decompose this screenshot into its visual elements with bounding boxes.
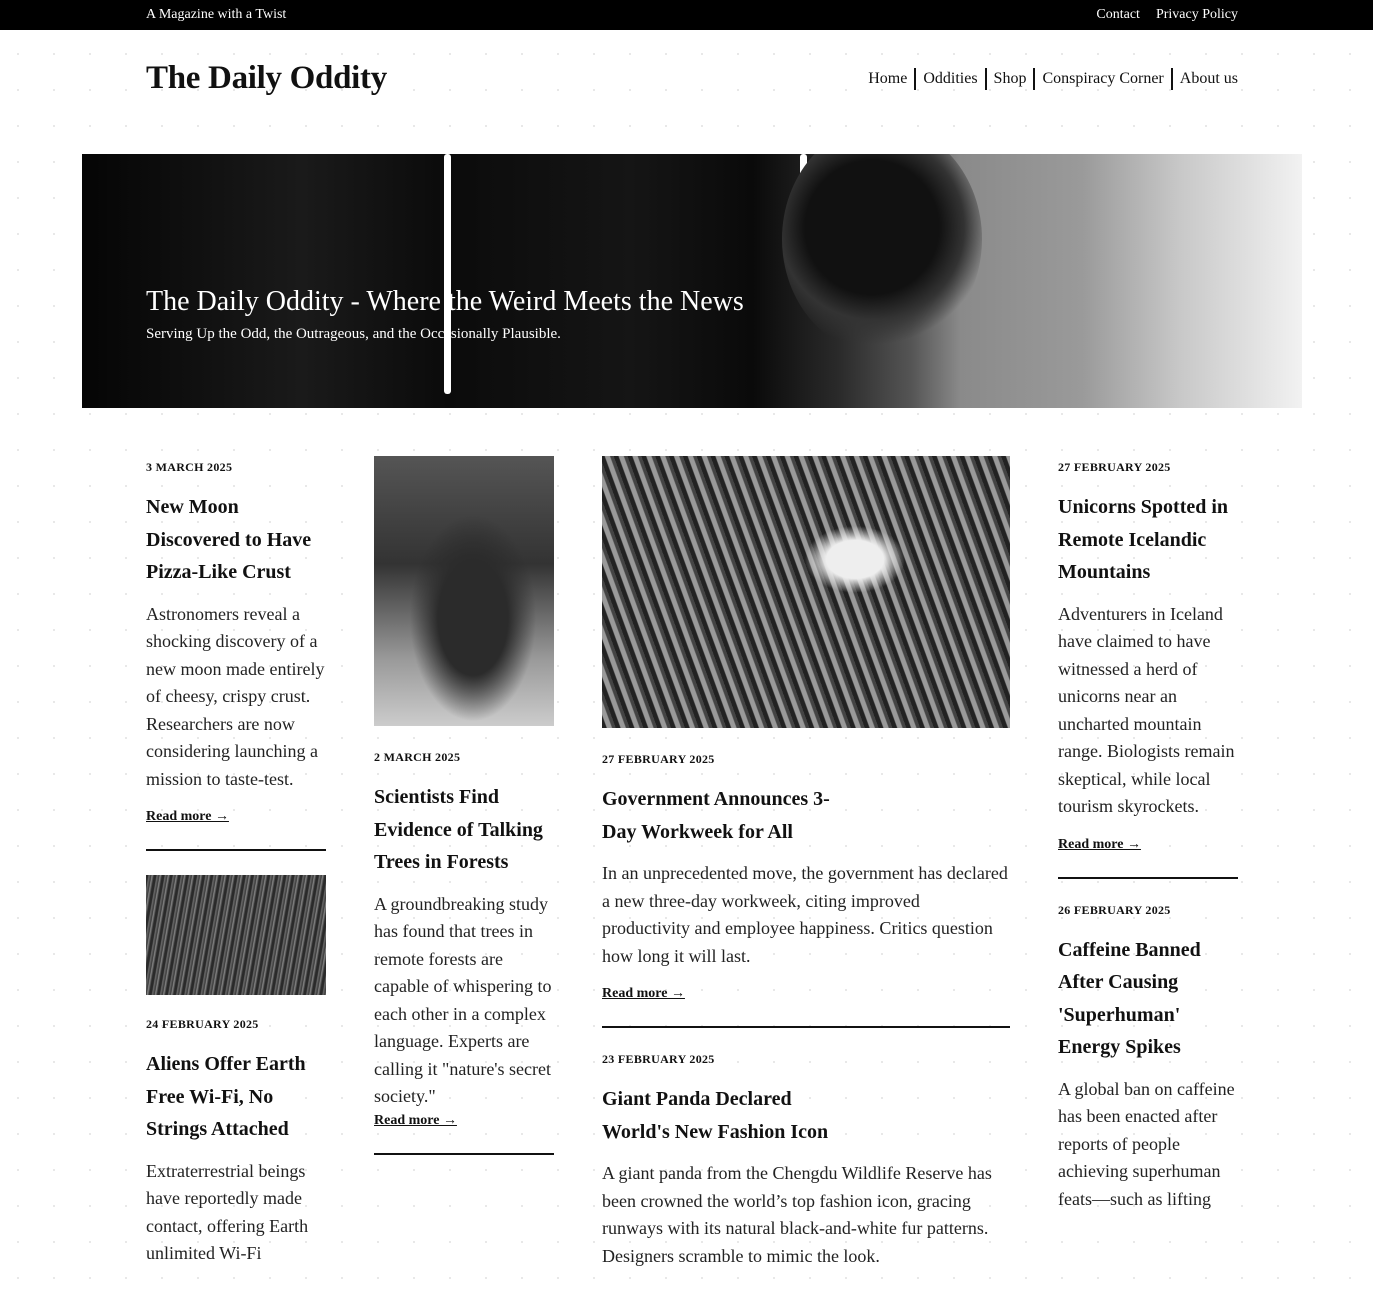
article-image[interactable] bbox=[374, 456, 554, 726]
article-card bbox=[1058, 460, 1238, 879]
hero-banner bbox=[82, 154, 1302, 408]
article-card bbox=[1058, 903, 1238, 1214]
column-1 bbox=[146, 456, 326, 1268]
divider bbox=[1058, 877, 1238, 879]
article-title[interactable]: Aliens Offer Earth Free Wi-Fi, No Strings Attached bbox=[146, 1053, 306, 1140]
light-streak bbox=[444, 154, 451, 394]
site-logo[interactable]: The Daily Oddity bbox=[146, 60, 387, 96]
article-date: 2 MARCH 2025 bbox=[374, 750, 461, 764]
article-title[interactable]: New Moon Discovered to Have Pizza-Like Crust bbox=[146, 496, 312, 583]
column-4 bbox=[1058, 456, 1238, 1213]
nav-about-us[interactable]: About us bbox=[1171, 68, 1238, 90]
article-card bbox=[602, 1052, 1010, 1270]
top-bar bbox=[0, 0, 1373, 30]
article-title[interactable]: Scientists Find Evidence of Talking Trees in Forests bbox=[374, 786, 543, 873]
read-more-link[interactable]: Read more → bbox=[374, 1112, 457, 1128]
column-3 bbox=[602, 456, 1010, 1270]
article-date: 27 FEBRUARY 2025 bbox=[602, 752, 715, 766]
article-excerpt: Extraterrestrial beings have reportedly made contact, offering Earth unlimited Wi-Fi bbox=[146, 1160, 309, 1263]
article-card bbox=[146, 460, 326, 851]
article-image[interactable] bbox=[602, 456, 1010, 728]
article-card bbox=[146, 875, 326, 1268]
article-date: 3 MARCH 2025 bbox=[146, 460, 233, 474]
nav-conspiracy-corner[interactable]: Conspiracy Corner bbox=[1033, 68, 1170, 90]
article-excerpt: Adventurers in Iceland have claimed to have witnessed a herd of unicorns near an uncharted mountain range. Biologists remain skeptical, while local tourism skyrockets. bbox=[1058, 603, 1235, 816]
hero-eye-image bbox=[782, 154, 982, 354]
main-nav bbox=[861, 68, 1238, 90]
article-title[interactable]: Government Announces 3-Day Workweek for All bbox=[602, 788, 830, 843]
article-date: 26 FEBRUARY 2025 bbox=[1058, 902, 1171, 917]
article-title[interactable]: Giant Panda Declared World's New Fashion Icon bbox=[602, 1088, 829, 1143]
article-excerpt: A global ban on caffeine has been enacted after reports of people achieving superhuman feats—such as lifting bbox=[1058, 1078, 1235, 1209]
tagline: A Magazine with a Twist bbox=[146, 7, 287, 22]
article-date: 27 FEBRUARY 2025 bbox=[1058, 460, 1171, 474]
privacy-policy-link[interactable]: Privacy Policy bbox=[1155, 7, 1238, 22]
contact-link[interactable]: Contact bbox=[1096, 7, 1140, 22]
article-date: 23 FEBRUARY 2025 bbox=[602, 1052, 715, 1066]
article-card bbox=[374, 456, 554, 1155]
site-header bbox=[146, 60, 1238, 97]
article-image[interactable] bbox=[146, 875, 326, 995]
read-more-link[interactable]: Read more → bbox=[602, 986, 685, 1001]
read-more-link[interactable]: Read more → bbox=[1058, 836, 1141, 852]
article-title[interactable]: Caffeine Banned After Causing 'Superhuman' Energy Spikes bbox=[1058, 938, 1201, 1058]
nav-shop[interactable]: Shop bbox=[985, 68, 1034, 90]
article-excerpt: A giant panda from the Chengdu Wildlife Reserve has been crowned the world’s top fashion icon, gracing runways with its natural black-and-white fur patterns. Designers scramble to mimic the look. bbox=[602, 1163, 992, 1266]
column-2 bbox=[374, 456, 554, 1155]
article-card bbox=[602, 456, 1010, 1028]
hero-subtitle: Serving Up the Odd, the Outrageous, and the Occasionally Plausible. bbox=[146, 326, 561, 342]
divider bbox=[602, 1026, 1010, 1028]
divider bbox=[146, 849, 326, 851]
article-excerpt: A groundbreaking study has found that trees in remote forests are capable of whispering to each other in a complex language. Experts are calling it "nature's secret society." bbox=[374, 893, 552, 1106]
nav-oddities[interactable]: Oddities bbox=[914, 68, 984, 90]
divider bbox=[374, 1153, 554, 1155]
hero-title: The Daily Oddity - Where the Weird Meets the News bbox=[146, 286, 744, 317]
article-excerpt: Astronomers reveal a shocking discovery of a new moon made entirely of cheesy, crispy crust. Researchers are now considering launching a mission to taste-test. bbox=[146, 603, 325, 789]
article-excerpt: In an unprecedented move, the government has declared a new three-day workweek, citing improved productivity and employee happiness. Critics question how long it will last. bbox=[602, 863, 1008, 966]
article-title[interactable]: Unicorns Spotted in Remote Icelandic Mountains bbox=[1058, 496, 1229, 583]
read-more-link[interactable]: Read more → bbox=[146, 809, 229, 824]
nav-home[interactable]: Home bbox=[868, 69, 908, 87]
article-date: 24 FEBRUARY 2025 bbox=[146, 1017, 259, 1031]
